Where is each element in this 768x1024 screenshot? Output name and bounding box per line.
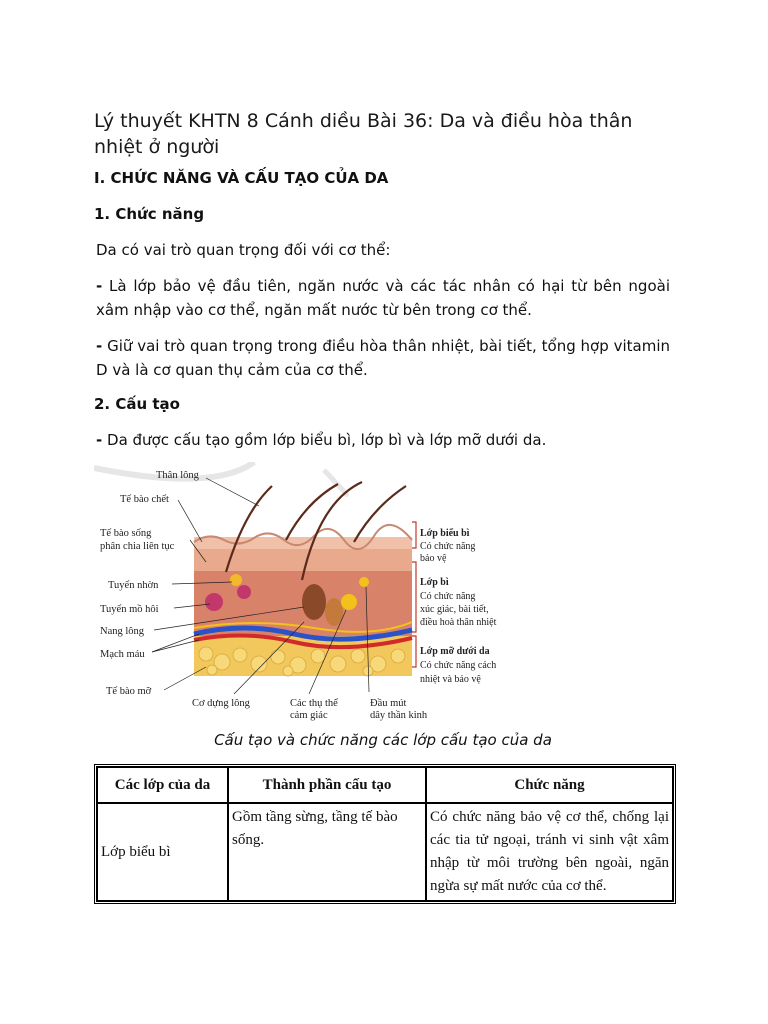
cell-layer: Lớp biểu bì — [97, 803, 228, 901]
label-fat-cells: Tế bào mỡ — [106, 686, 152, 697]
bullet-dash: - — [96, 337, 103, 355]
header-function: Chức năng — [426, 767, 673, 803]
bullet-dash: - — [96, 431, 103, 449]
bullet-text-3: Da được cấu tạo gồm lớp biểu bì, lớp bì và lớp mỡ dưới da. — [107, 431, 547, 449]
label-blood-vessels: Mạch máu — [100, 649, 145, 660]
bullet-dash: - — [96, 277, 103, 295]
bullet-text-2: Giữ vai trò quan trọng trong điều hòa thân nhiệt, bài tiết, tổng hợp vitamin D và là cơ quan thụ cảm của cơ thể. — [96, 337, 670, 379]
bullet-text-1: Là lớp bảo vệ đầu tiên, ngăn nước và các tác nhân có hại từ bên ngoài xâm nhập vào cơ thể, ngăn mất nước từ bên trong cơ thể. — [96, 277, 670, 319]
figure-caption: Cấu tạo và chức năng các lớp cấu tạo của da — [214, 731, 552, 749]
table-row — [97, 803, 673, 901]
label-hair-follicle: Nang lông — [100, 626, 145, 637]
table-header-row — [97, 767, 673, 803]
label-living-cells: Tế bào sống — [100, 528, 152, 539]
skin-block — [194, 482, 416, 676]
cell-function: Có chức năng bảo vệ cơ thể, chống lại các tia tử ngoại, tránh vi sinh vật xâm nhập từ môi trường bên ngoài, ngăn ngừa sự mất nước của cơ thể. — [426, 803, 673, 901]
label-hair-shaft: Thân lông — [156, 470, 199, 481]
subheading-function: 1. Chức năng — [94, 205, 205, 223]
label-receptors-2: cảm giác — [290, 710, 328, 721]
bullet-paragraph-2 — [96, 334, 670, 382]
label-fat-layer: Lớp mỡ dưới da — [420, 646, 490, 657]
label-nerve-endings: Đầu mút — [370, 698, 407, 709]
sebaceous-gland — [230, 574, 242, 586]
layer-brackets — [412, 522, 416, 667]
label-epidermis: Lớp biểu bì — [420, 528, 470, 539]
cell-components: Gồm tầng sừng, tầng tế bào sống. — [228, 803, 426, 901]
bullet-paragraph-1 — [96, 274, 670, 322]
subheading-structure: 2. Cấu tạo — [94, 395, 180, 413]
label-epidermis-desc-2: bảo vệ — [420, 553, 447, 564]
label-nerve-endings-2: dây thần kinh — [370, 710, 428, 721]
label-receptors: Các thụ thể — [290, 698, 338, 709]
label-dead-cells: Tế bào chết — [120, 494, 169, 505]
label-dermis-desc-2: xúc giác, bài tiết, — [420, 604, 489, 615]
label-epidermis-desc-1: Có chức năng — [420, 541, 476, 552]
intro-paragraph: Da có vai trò quan trọng đối với cơ thể: — [96, 241, 391, 259]
label-dermis: Lớp bì — [420, 577, 449, 588]
section-heading: I. CHỨC NĂNG VÀ CẤU TẠO CỦA DA — [94, 169, 389, 187]
hair-follicle — [302, 584, 326, 620]
header-layer: Các lớp của da — [97, 767, 228, 803]
receptor — [341, 594, 357, 610]
label-dividing: phân chia liên tục — [100, 541, 175, 552]
header-components: Thành phần cấu tạo — [228, 767, 426, 803]
skin-diagram — [94, 462, 524, 724]
label-sweat-gland: Tuyến mồ hôi — [100, 604, 159, 615]
label-dermis-desc-3: điều hoà thân nhiệt — [420, 617, 497, 628]
label-fat-desc-2: nhiệt và bảo vệ — [420, 674, 481, 685]
bullet-paragraph-3 — [96, 428, 670, 452]
skin-layers-table — [94, 764, 676, 904]
sweat-gland — [205, 593, 223, 611]
label-sebaceous-gland: Tuyến nhờn — [108, 580, 159, 591]
label-fat-desc-1: Có chức năng cách — [420, 660, 497, 671]
page-title: Lý thuyết KHTN 8 Cánh diều Bài 36: Da và điều hòa thân nhiệt ở người — [94, 110, 633, 158]
label-dermis-desc-1: Có chức năng — [420, 591, 476, 602]
label-arrector-muscle: Cơ dựng lông — [192, 698, 250, 709]
